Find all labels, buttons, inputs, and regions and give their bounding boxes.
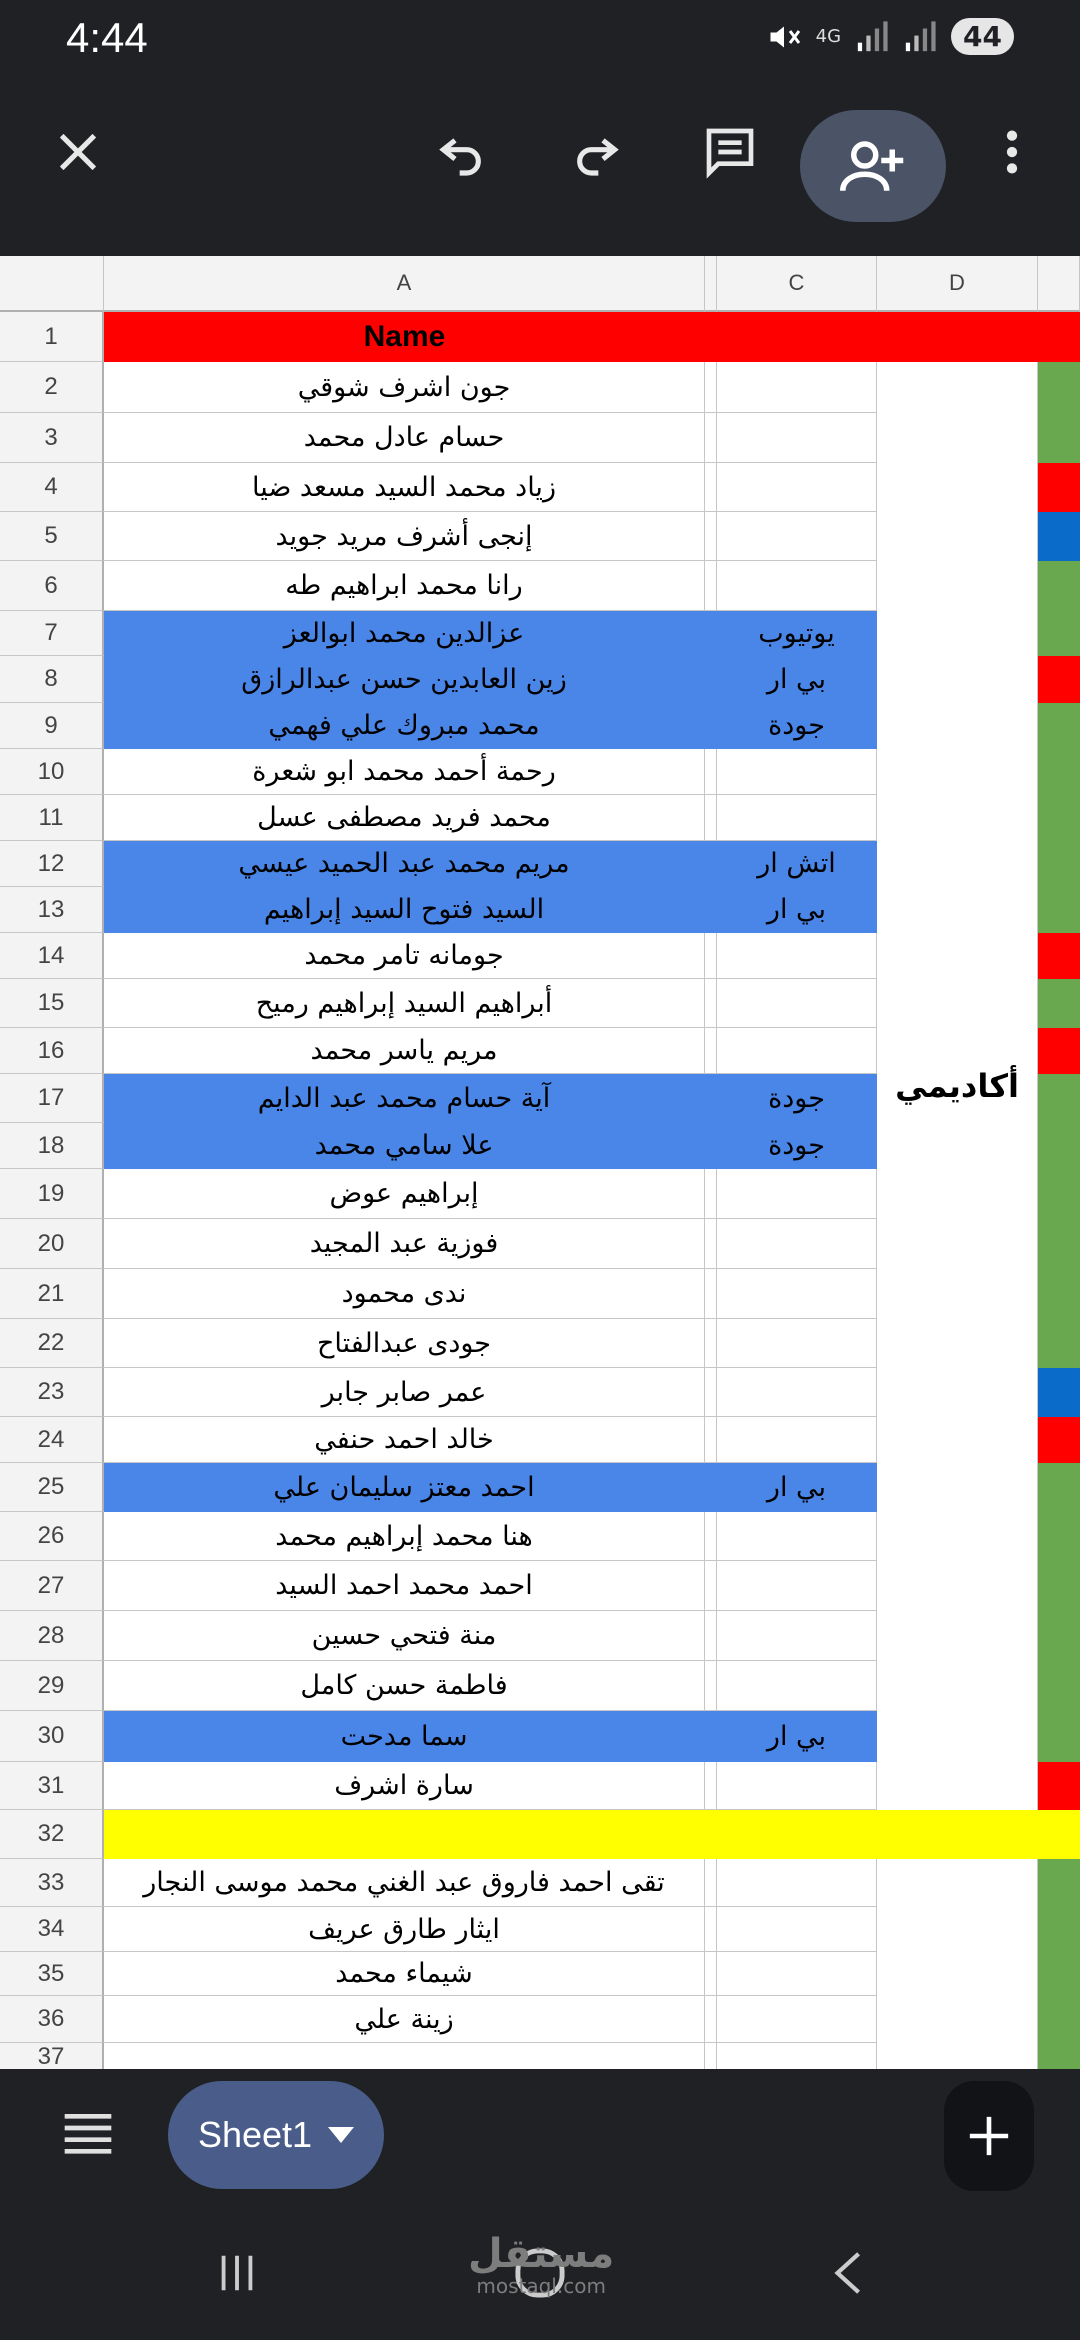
watermark: [468, 2231, 615, 2298]
status-color-cell[interactable]: [1038, 1219, 1080, 1269]
name-cell[interactable]: مريم محمد عبد الحميد عيسي: [104, 841, 705, 887]
status-color-cell[interactable]: [1038, 841, 1080, 887]
watermark-logo: مستقل: [468, 2231, 615, 2277]
name-cell[interactable]: محمد مبروك علي فهمي: [104, 703, 705, 749]
status-color-cell[interactable]: [1038, 561, 1080, 611]
hidden-column-cell: [705, 795, 717, 841]
team-cell[interactable]: [717, 512, 877, 561]
row-header-12[interactable]: 12: [0, 841, 104, 887]
team-cell[interactable]: بي ار: [717, 887, 877, 933]
row-header-27[interactable]: 27: [0, 1561, 104, 1611]
team-cell[interactable]: [717, 1269, 877, 1319]
hidden-column-cell: [705, 2043, 717, 2069]
status-color-cell[interactable]: [1038, 1512, 1080, 1561]
team-cell[interactable]: [717, 933, 877, 979]
status-color-cell[interactable]: [1038, 749, 1080, 795]
team-cell[interactable]: [717, 749, 877, 795]
team-cell[interactable]: [717, 1028, 877, 1074]
yellow-separator-row[interactable]: [104, 1810, 1080, 1859]
hidden-column-cell: [705, 1711, 717, 1762]
hidden-column-cell: [705, 611, 717, 656]
team-cell[interactable]: [717, 1417, 877, 1463]
row-header-13[interactable]: 13: [0, 887, 104, 933]
back-icon[interactable]: [826, 2250, 872, 2300]
status-color-cell[interactable]: [1038, 656, 1080, 703]
hidden-column-cell: [705, 1417, 717, 1463]
name-cell[interactable]: هنا محمد إبراهيم محمد: [104, 1512, 705, 1561]
status-color-cell[interactable]: [1038, 1762, 1080, 1810]
row-header-10[interactable]: 10: [0, 749, 104, 795]
name-cell[interactable]: ايثار طارق عريف: [104, 1907, 705, 1952]
team-cell[interactable]: [717, 1859, 877, 1907]
name-cell[interactable]: تقى احمد فاروق عبد الغني محمد موسى النجار: [104, 1859, 705, 1907]
team-cell[interactable]: بي ار: [717, 1463, 877, 1512]
hidden-column-cell: [705, 1219, 717, 1269]
row-header-18[interactable]: 18: [0, 1123, 104, 1169]
undo-icon[interactable]: [422, 112, 502, 192]
select-all-corner[interactable]: [0, 256, 104, 312]
status-color-cell[interactable]: [1038, 611, 1080, 656]
row-header-11[interactable]: 11: [0, 795, 104, 841]
team-cell[interactable]: [717, 1169, 877, 1219]
team-cell[interactable]: [717, 561, 877, 611]
team-cell[interactable]: [717, 1319, 877, 1368]
name-cell[interactable]: ندى محمود: [104, 1269, 705, 1319]
status-color-cell[interactable]: [1038, 1463, 1080, 1512]
name-cell[interactable]: جودى عبدالفتاح: [104, 1319, 705, 1368]
team-cell[interactable]: [717, 1952, 877, 1996]
name-cell[interactable]: سارة اشرف: [104, 1762, 705, 1810]
status-color-cell[interactable]: [1038, 2043, 1080, 2069]
team-cell[interactable]: [717, 1907, 877, 1952]
name-cell[interactable]: مريم ياسر محمد: [104, 1028, 705, 1074]
hidden-column-cell: [705, 1169, 717, 1219]
top-toolbar: [0, 84, 1080, 256]
name-cell[interactable]: احمد محمد احمد السيد: [104, 1561, 705, 1611]
row-header-16[interactable]: 16: [0, 1028, 104, 1074]
row-header-22[interactable]: 22: [0, 1319, 104, 1368]
status-color-cell[interactable]: [1038, 933, 1080, 979]
hidden-column-cell: [705, 1319, 717, 1368]
status-color-cell[interactable]: [1038, 1417, 1080, 1463]
hidden-column-cell: [705, 1074, 717, 1123]
row-header-1[interactable]: 1: [0, 312, 104, 362]
status-color-cell[interactable]: [1038, 703, 1080, 749]
row-header-25[interactable]: 25: [0, 1463, 104, 1512]
hidden-column-cell: [705, 1512, 717, 1561]
name-cell[interactable]: رحمة أحمد محمد ابو شعرة: [104, 749, 705, 795]
name-cell[interactable]: زياد محمد السيد مسعد ضيا: [104, 463, 705, 512]
team-cell[interactable]: جودة: [717, 1123, 877, 1169]
team-cell[interactable]: [717, 1996, 877, 2043]
all-sheets-icon[interactable]: [60, 2111, 116, 2163]
hidden-column-cell: [705, 656, 717, 703]
row-header-31[interactable]: 31: [0, 1762, 104, 1810]
row-header-35[interactable]: 35: [0, 1952, 104, 1996]
status-color-cell[interactable]: [1038, 1169, 1080, 1219]
status-color-cell[interactable]: [1038, 1952, 1080, 1996]
team-cell[interactable]: [717, 1512, 877, 1561]
team-cell[interactable]: بي ار: [717, 656, 877, 703]
hidden-column-cell: [705, 841, 717, 887]
hidden-column-cell: [705, 979, 717, 1028]
more-options-icon[interactable]: [972, 112, 1052, 192]
team-cell[interactable]: جودة: [717, 1074, 877, 1123]
status-color-cell[interactable]: [1038, 1711, 1080, 1762]
team-cell[interactable]: [717, 1611, 877, 1661]
redo-icon[interactable]: [556, 112, 636, 192]
team-cell[interactable]: [717, 1762, 877, 1810]
hidden-column-cell: [705, 413, 717, 463]
row-header-15[interactable]: 15: [0, 979, 104, 1028]
team-cell[interactable]: بي ار: [717, 1711, 877, 1762]
hidden-column-cell: [705, 1463, 717, 1512]
name-cell[interactable]: منة فتحي حسين: [104, 1611, 705, 1661]
hidden-column-cell: [705, 362, 717, 413]
hidden-column-cell: [705, 933, 717, 979]
status-color-cell[interactable]: [1038, 1028, 1080, 1074]
name-cell[interactable]: احمد معتز سليمان علي: [104, 1463, 705, 1512]
row-header-29[interactable]: 29: [0, 1661, 104, 1711]
name-cell[interactable]: عمر صابر جابر: [104, 1368, 705, 1417]
hidden-column-cell: [705, 1028, 717, 1074]
team-cell[interactable]: [717, 1561, 877, 1611]
row-header-6[interactable]: 6: [0, 561, 104, 611]
status-color-cell[interactable]: [1038, 362, 1080, 413]
status-color-cell[interactable]: [1038, 463, 1080, 512]
team-cell[interactable]: [717, 362, 877, 413]
battery-indicator: 44: [951, 18, 1014, 55]
status-color-cell[interactable]: [1038, 1561, 1080, 1611]
row-header-21[interactable]: 21: [0, 1269, 104, 1319]
status-color-cell[interactable]: [1038, 512, 1080, 561]
hidden-column-cell: [705, 463, 717, 512]
hidden-column-cell: [705, 512, 717, 561]
name-cell[interactable]: علا سامي محمد: [104, 1123, 705, 1169]
name-column-title: Name: [363, 320, 446, 353]
team-cell[interactable]: اتش ار: [717, 841, 877, 887]
status-color-cell[interactable]: [1038, 1611, 1080, 1661]
team-cell[interactable]: [717, 1219, 877, 1269]
status-color-cell[interactable]: [1038, 887, 1080, 933]
status-color-cell[interactable]: [1038, 1123, 1080, 1169]
team-cell[interactable]: جودة: [717, 703, 877, 749]
name-cell[interactable]: محمد فريد مصطفى عسل: [104, 795, 705, 841]
name-cell[interactable]: خالد احمد حنفي: [104, 1417, 705, 1463]
watermark-url: mostaql.com: [476, 2274, 606, 2298]
status-color-cell[interactable]: [1038, 1661, 1080, 1711]
column-header-a[interactable]: A: [104, 256, 705, 312]
team-cell[interactable]: يوتيوب: [717, 611, 877, 656]
row-header-8[interactable]: 8: [0, 656, 104, 703]
mute-icon: [766, 19, 802, 55]
dropdown-icon: [328, 2127, 354, 2143]
network-type: 4G: [815, 25, 842, 47]
name-cell[interactable]: [104, 2043, 705, 2069]
status-color-cell[interactable]: [1038, 979, 1080, 1028]
hidden-column-cell: [705, 1762, 717, 1810]
add-person-icon: [840, 133, 906, 199]
add-person-button[interactable]: [800, 110, 946, 222]
hidden-column-cell: [705, 1859, 717, 1907]
plus-icon: [966, 2113, 1012, 2159]
hidden-column-marker[interactable]: [705, 256, 717, 312]
row-header-32[interactable]: 32: [0, 1810, 104, 1859]
spreadsheet-grid[interactable]: [0, 256, 1080, 2069]
row-header-36[interactable]: 36: [0, 1996, 104, 2043]
row-header-14[interactable]: 14: [0, 933, 104, 979]
row-header-20[interactable]: 20: [0, 1219, 104, 1269]
team-cell[interactable]: [717, 413, 877, 463]
system-nav-bar: [0, 2204, 1080, 2340]
column-header-e[interactable]: [1038, 256, 1080, 312]
name-cell[interactable]: شيماء محمد: [104, 1952, 705, 1996]
row-header-2[interactable]: 2: [0, 362, 104, 413]
name-cell[interactable]: السيد فتوح السيد إبراهيم: [104, 887, 705, 933]
team-cell[interactable]: [717, 1368, 877, 1417]
status-color-cell[interactable]: [1038, 1996, 1080, 2043]
signal-icon-2: [903, 20, 937, 54]
status-color-cell[interactable]: [1038, 1074, 1080, 1123]
name-cell[interactable]: رانا محمد ابراهيم طه: [104, 561, 705, 611]
hidden-column-cell: [705, 1907, 717, 1952]
hidden-column-cell: [705, 1661, 717, 1711]
hidden-column-cell: [705, 703, 717, 749]
sheet-bar: [0, 2069, 1080, 2204]
row-header-3[interactable]: 3: [0, 413, 104, 463]
status-color-cell[interactable]: [1038, 413, 1080, 463]
hidden-column-cell: [705, 1561, 717, 1611]
department-cell-empty[interactable]: [877, 1859, 1038, 2069]
hidden-column-cell: [705, 1611, 717, 1661]
status-bar: [0, 0, 1080, 84]
row-header-33[interactable]: 33: [0, 1859, 104, 1907]
close-icon[interactable]: [38, 112, 118, 192]
name-cell[interactable]: زين العابدين حسن عبدالرازق: [104, 656, 705, 703]
name-cell[interactable]: إبراهيم عوض: [104, 1169, 705, 1219]
signal-icon: [855, 20, 889, 54]
row-header-26[interactable]: 26: [0, 1512, 104, 1561]
team-cell[interactable]: [717, 979, 877, 1028]
name-cell[interactable]: أبراهيم السيد إبراهيم رميح: [104, 979, 705, 1028]
name-cell[interactable]: فاطمة حسن كامل: [104, 1661, 705, 1711]
name-cell[interactable]: إنجى أشرف مريد جويد: [104, 512, 705, 561]
name-cell[interactable]: زينة علي: [104, 1996, 705, 2043]
status-color-cell[interactable]: [1038, 1269, 1080, 1319]
name-cell[interactable]: آية حسام محمد عبد الدايم: [104, 1074, 705, 1123]
status-icons: [766, 18, 1014, 55]
row-header-30[interactable]: 30: [0, 1711, 104, 1762]
recent-apps-icon[interactable]: [214, 2250, 260, 2300]
row-header-9[interactable]: 9: [0, 703, 104, 749]
row-header-7[interactable]: 7: [0, 611, 104, 656]
name-cell[interactable]: جومانه تامر محمد: [104, 933, 705, 979]
hidden-column-cell: [705, 1269, 717, 1319]
team-cell[interactable]: [717, 2043, 877, 2069]
department-merged-cell[interactable]: أكاديمي: [877, 362, 1038, 1810]
status-color-cell[interactable]: [1038, 1319, 1080, 1368]
status-color-cell[interactable]: [1038, 1859, 1080, 1907]
hidden-column-cell: [705, 749, 717, 795]
add-sheet-button[interactable]: [944, 2081, 1034, 2191]
name-cell[interactable]: حسام عادل محمد: [104, 413, 705, 463]
row-header-17[interactable]: 17: [0, 1074, 104, 1123]
hidden-column-cell: [705, 1952, 717, 1996]
sheet-tab[interactable]: [168, 2081, 384, 2189]
hidden-column-cell: [705, 1368, 717, 1417]
comment-icon[interactable]: [690, 112, 770, 192]
status-time: 4:44: [66, 14, 148, 61]
status-color-cell[interactable]: [1038, 795, 1080, 841]
name-cell[interactable]: سما مدحت: [104, 1711, 705, 1762]
hidden-column-cell: [705, 1996, 717, 2043]
status-color-cell[interactable]: [1038, 1907, 1080, 1952]
hidden-column-cell: [705, 887, 717, 933]
team-cell[interactable]: [717, 795, 877, 841]
status-color-cell[interactable]: [1038, 1368, 1080, 1417]
row-header-37[interactable]: 37: [0, 2043, 104, 2069]
name-cell[interactable]: جون اشرف شوقي: [104, 362, 705, 413]
hidden-column-cell: [705, 1123, 717, 1169]
row-header-5[interactable]: 5: [0, 512, 104, 561]
team-cell[interactable]: [717, 463, 877, 512]
hidden-column-cell: [705, 561, 717, 611]
row-header-24[interactable]: 24: [0, 1417, 104, 1463]
team-cell[interactable]: [717, 1661, 877, 1711]
row-header-28[interactable]: 28: [0, 1611, 104, 1661]
name-cell[interactable]: عزالدين محمد ابوالعز: [104, 611, 705, 656]
row-header-34[interactable]: 34: [0, 1907, 104, 1952]
column-header-c[interactable]: C: [717, 256, 877, 312]
sheet-tab-label: Sheet1: [197, 2114, 313, 2155]
name-cell[interactable]: فوزية عبد المجيد: [104, 1219, 705, 1269]
row-header-19[interactable]: 19: [0, 1169, 104, 1219]
column-header-d[interactable]: D: [877, 256, 1038, 312]
header-row-band[interactable]: [104, 312, 1080, 362]
row-header-23[interactable]: 23: [0, 1368, 104, 1417]
row-header-4[interactable]: 4: [0, 463, 104, 512]
